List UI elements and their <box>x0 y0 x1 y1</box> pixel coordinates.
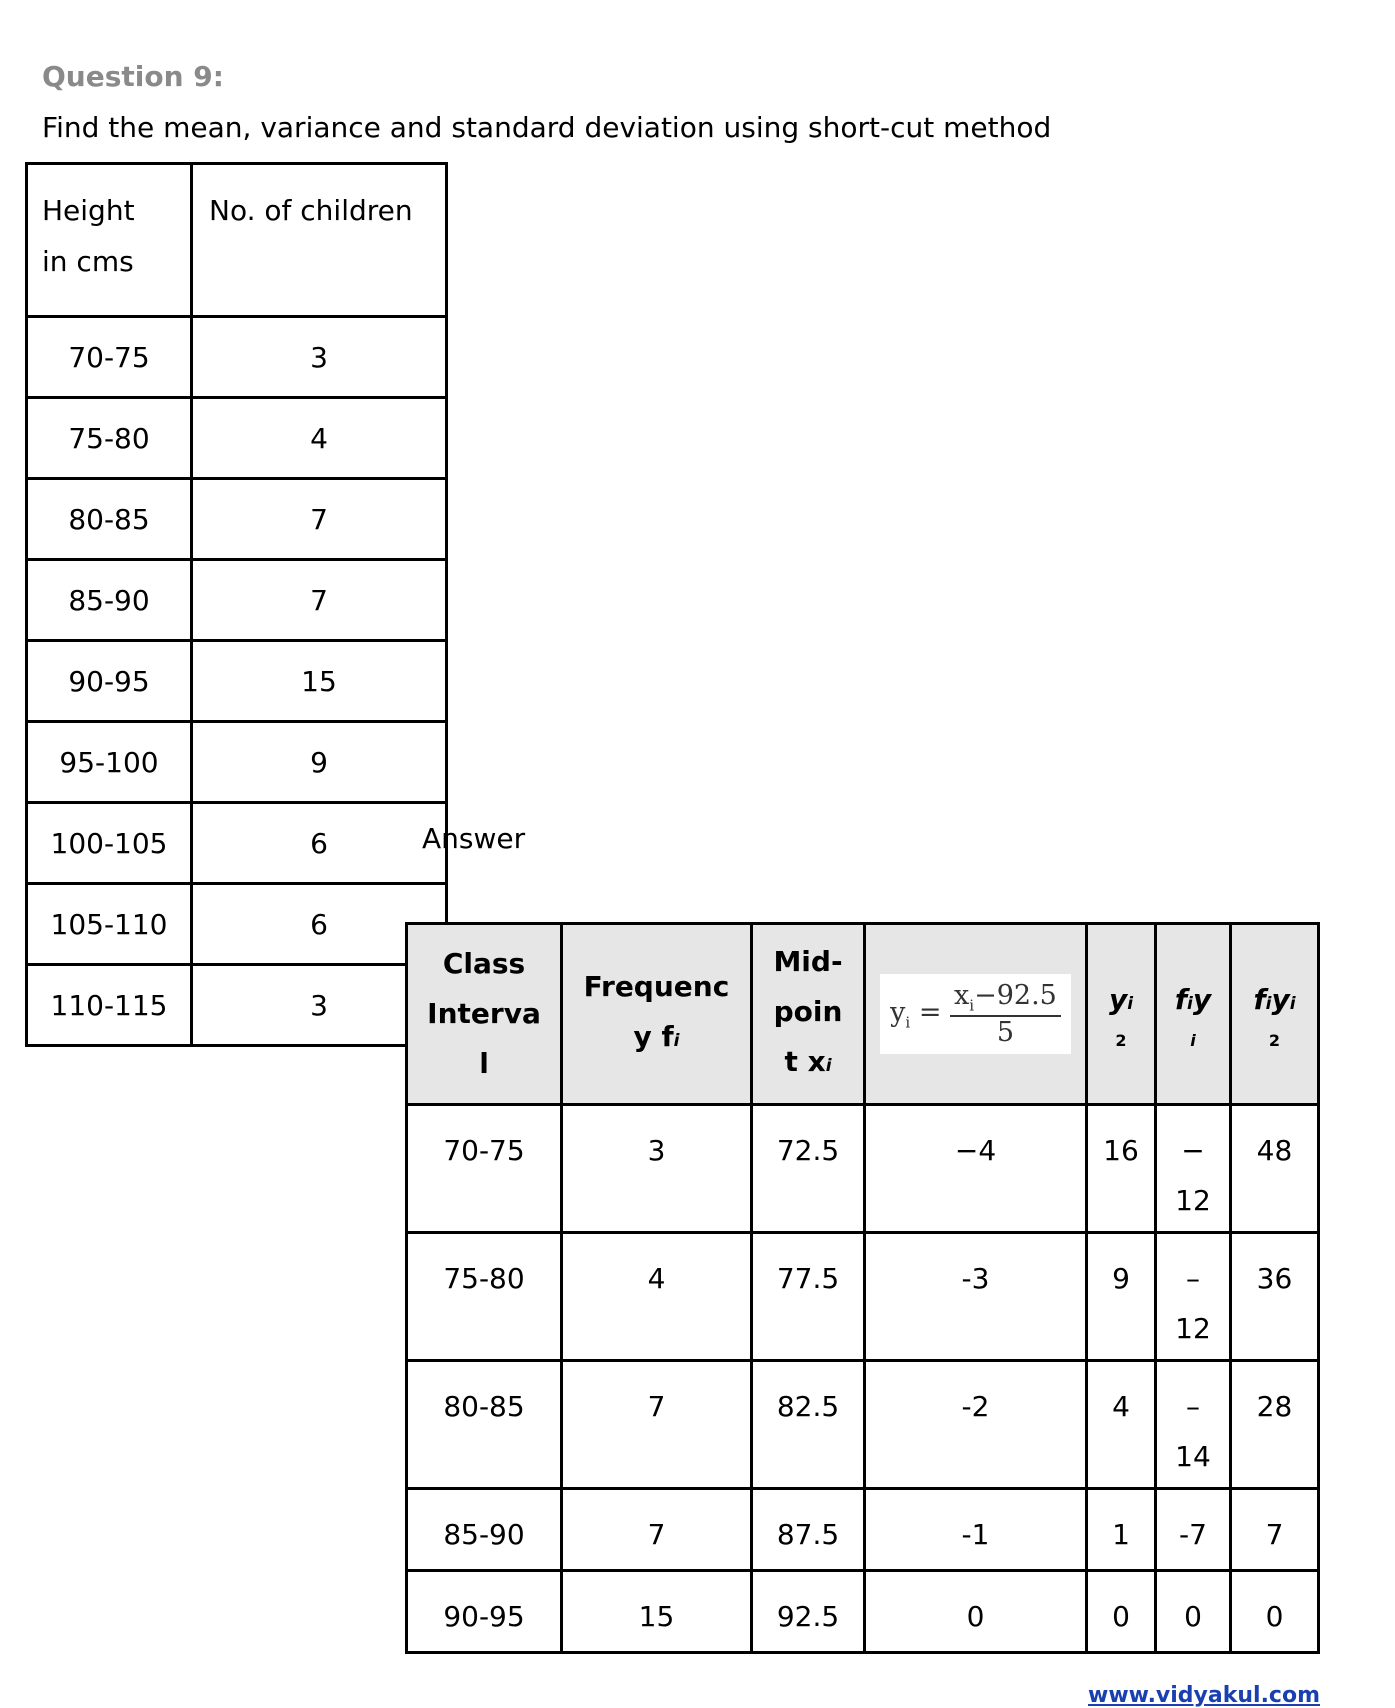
fiyi-squared-cell: 48 <box>1231 1105 1319 1233</box>
table-row <box>27 398 447 479</box>
header-yi2-sub: i <box>1127 994 1134 1014</box>
formula-lhs-sub: i <box>905 1013 911 1032</box>
formula-num-x: x <box>954 980 970 1012</box>
class-cell: 75-80 <box>407 1233 562 1361</box>
header-fiyi-f: f <box>1174 983 1188 1016</box>
height-cell: 105-110 <box>27 884 192 965</box>
answer-table <box>405 922 1320 1654</box>
table-row <box>407 1361 1319 1489</box>
table-row <box>27 317 447 398</box>
midpoint-cell: 72.5 <box>752 1105 865 1233</box>
table-row <box>407 1105 1319 1233</box>
fiyi-cell: 0 <box>1156 1571 1231 1653</box>
frequency-cell: 15 <box>562 1571 752 1653</box>
children-cell: 15 <box>192 641 447 722</box>
header-fiyi-sub2: i <box>1190 1031 1196 1050</box>
header-mid-line3: t x <box>784 1045 826 1078</box>
yi-cell: -1 <box>865 1489 1087 1571</box>
question-title: Question 9: <box>42 60 224 93</box>
header-yi2-main: y <box>1108 983 1128 1016</box>
header-mid-line1: Mid- <box>773 945 843 978</box>
class-cell: 90-95 <box>407 1571 562 1653</box>
yi-squared-cell: 16 <box>1087 1105 1156 1233</box>
header-frequency <box>562 924 752 1105</box>
yi-squared-cell: 9 <box>1087 1233 1156 1361</box>
header-fiyi2-f: f <box>1253 983 1266 1016</box>
header-fiyi2-sub2: i <box>1289 994 1296 1014</box>
class-cell: 85-90 <box>407 1489 562 1571</box>
class-cell: 80-85 <box>407 1361 562 1489</box>
fiyi-cell <box>1156 1233 1231 1361</box>
height-cell: 100-105 <box>27 803 192 884</box>
header-class-interval <box>407 924 562 1105</box>
yi-squared-cell: 4 <box>1087 1361 1156 1489</box>
midpoint-cell: 87.5 <box>752 1489 865 1571</box>
children-cell: 6 <box>192 803 447 884</box>
yi-squared-cell: 1 <box>1087 1489 1156 1571</box>
children-cell: 3 <box>192 317 447 398</box>
frequency-cell: 7 <box>562 1361 752 1489</box>
frequency-cell: 3 <box>562 1105 752 1233</box>
class-cell: 70-75 <box>407 1105 562 1233</box>
header-fiyi2-y: y <box>1271 983 1290 1016</box>
children-cell: 3 <box>192 965 447 1046</box>
answer-header-row <box>407 924 1319 1105</box>
frequency-cell: 4 <box>562 1233 752 1361</box>
header-yi-squared <box>1087 924 1156 1105</box>
height-cell: 75-80 <box>27 398 192 479</box>
header-freq-line2: y f <box>633 1020 674 1053</box>
table-row <box>407 1489 1319 1571</box>
fiyi-part1: – <box>1186 1390 1200 1423</box>
header-mid-line2: poin <box>773 995 843 1028</box>
height-cell: 80-85 <box>27 479 192 560</box>
fiyi-part2: 12 <box>1175 1312 1211 1345</box>
fiyi-squared-cell: 7 <box>1231 1489 1319 1571</box>
data-table <box>25 162 448 1047</box>
fiyi-cell <box>1156 1361 1231 1489</box>
header-formula <box>865 924 1087 1105</box>
height-cell: 95-100 <box>27 722 192 803</box>
height-cell: 110-115 <box>27 965 192 1046</box>
fiyi-squared-cell: 0 <box>1231 1571 1319 1653</box>
fiyi-cell <box>1156 1105 1231 1233</box>
table-row <box>27 479 447 560</box>
table-row <box>407 1233 1319 1361</box>
data-table-header-row <box>27 164 447 317</box>
header-class-line1: Class <box>442 947 526 980</box>
header-fiyi-sub1: i <box>1187 994 1193 1014</box>
fiyi-part1: – <box>1186 1262 1200 1295</box>
header-yi2-sup: 2 <box>1115 1031 1127 1050</box>
header-fiyi <box>1156 924 1231 1105</box>
header-fiyi-squared <box>1231 924 1319 1105</box>
yi-squared-cell: 0 <box>1087 1571 1156 1653</box>
formula-image <box>880 974 1071 1053</box>
header-class-line3: l <box>479 1047 489 1080</box>
formula-denominator: 5 <box>996 1016 1015 1048</box>
table-row <box>407 1571 1319 1653</box>
table-row <box>27 560 447 641</box>
height-cell: 70-75 <box>27 317 192 398</box>
height-cell: 90-95 <box>27 641 192 722</box>
yi-cell: 0 <box>865 1571 1087 1653</box>
header-midpoint <box>752 924 865 1105</box>
formula-lhs: y <box>890 997 906 1029</box>
table-row <box>27 884 447 965</box>
frequency-cell: 7 <box>562 1489 752 1571</box>
fiyi-part2: 14 <box>1175 1440 1211 1473</box>
header-freq-subscript: i <box>673 1031 680 1051</box>
header-height <box>27 164 192 317</box>
formula-numerator <box>950 980 1061 1016</box>
midpoint-cell: 92.5 <box>752 1571 865 1653</box>
formula-num-sub: i <box>969 996 975 1015</box>
yi-cell: -3 <box>865 1233 1087 1361</box>
header-class-line2: Interva <box>427 997 541 1030</box>
formula-fraction <box>950 980 1061 1047</box>
fiyi-squared-cell: 36 <box>1231 1233 1319 1361</box>
midpoint-cell: 82.5 <box>752 1361 865 1489</box>
fiyi-part2: 12 <box>1175 1184 1211 1217</box>
table-row <box>27 803 447 884</box>
children-cell: 9 <box>192 722 447 803</box>
header-freq-line1: Frequenc <box>583 970 730 1003</box>
children-cell: 4 <box>192 398 447 479</box>
midpoint-cell: 77.5 <box>752 1233 865 1361</box>
fiyi-part1: − <box>1181 1134 1205 1167</box>
fiyi-cell: -7 <box>1156 1489 1231 1571</box>
question-text: Find the mean, variance and standard deviation using short-cut method <box>42 111 1052 144</box>
children-cell: 7 <box>192 560 447 641</box>
formula-equals: = <box>918 997 942 1029</box>
yi-cell: -2 <box>865 1361 1087 1489</box>
header-fiyi2-sup: 2 <box>1268 1031 1281 1050</box>
children-cell: 6 <box>192 884 447 965</box>
footer-website-link[interactable]: www.vidyakul.com <box>1088 1683 1321 1708</box>
fiyi-squared-cell: 28 <box>1231 1361 1319 1489</box>
header-mid-subscript: i <box>825 1056 832 1076</box>
header-children: No. of children <box>192 164 447 317</box>
yi-cell: −4 <box>865 1105 1087 1233</box>
header-height-line2: in cms <box>42 245 134 278</box>
table-row <box>27 965 447 1046</box>
header-height-line1: Height <box>42 194 135 227</box>
height-cell: 85-90 <box>27 560 192 641</box>
children-cell: 7 <box>192 479 447 560</box>
table-row <box>27 641 447 722</box>
header-fiyi2-sub1: i <box>1265 994 1272 1014</box>
table-row <box>27 722 447 803</box>
formula-num-rest: −92.5 <box>974 980 1057 1012</box>
header-fiyi-y: y <box>1192 983 1212 1016</box>
answer-label: Answer <box>422 822 526 855</box>
